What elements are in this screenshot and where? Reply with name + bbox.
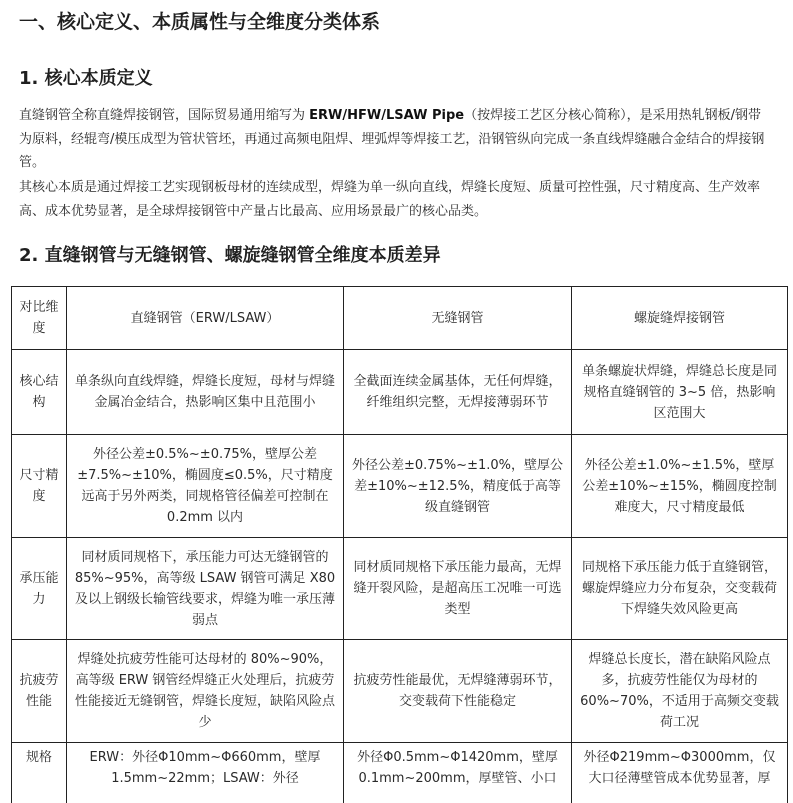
- cell-straight-seam: 单条纵向直线焊缝，焊缝长度短，母材与焊缝金属冶金结合，热影响区集中且范围小: [67, 350, 344, 435]
- row-dimension: 抗疲劳性能: [12, 640, 67, 743]
- cell-spiral-seam: 焊缝总长度长，潜在缺陷风险点多，抗疲劳性能仅为母材的 60%~70%，不适用于高频交变载荷工况: [572, 640, 788, 743]
- cell-seamless: 全截面连续金属基体，无任何焊缝，纤维组织完整，无焊接薄弱环节: [344, 350, 572, 435]
- definition-paragraph: [19, 104, 771, 175]
- cell-straight-seam: 焊缝处抗疲劳性能可达母材的 80%~90%，高等级 ERW 钢管经焊缝正火处理后，抗疲劳性能接近无缝钢管，焊缝长度短，缺陷风险点少: [67, 640, 344, 743]
- cell-spiral-seam: 外径公差±1.0%~±1.5%，壁厚公差±10%~±15%，椭圆度控制难度大，尺寸精度最低: [572, 435, 788, 538]
- row-dimension: 承压能力: [12, 538, 67, 640]
- cell-straight-seam: 同材质同规格下，承压能力可达无缝钢管的 85%~95%，高等级 LSAW 钢管可满足 X80 及以上钢级长输管线要求，焊缝为唯一承压薄弱点: [67, 538, 344, 640]
- table-row: [12, 435, 788, 538]
- cell-spiral-seam: 单条螺旋状焊缝，焊缝总长度是同规格直缝钢管的 3~5 倍，热影响区范围大: [572, 350, 788, 435]
- header-dimension: 对比维度: [12, 287, 67, 350]
- cell-spiral-seam: 同规格下承压能力低于直缝钢管，螺旋焊缝应力分布复杂，交变载荷下焊缝失效风险更高: [572, 538, 788, 640]
- heading-comparison: 2. 直缝钢管与无缝钢管、螺旋缝钢管全维度本质差异: [19, 245, 441, 266]
- row-dimension: 尺寸精度: [12, 435, 67, 538]
- cell-seamless: 外径Φ0.5mm~Φ1420mm，壁厚 0.1mm~200mm，厚壁管、小口: [344, 743, 572, 803]
- definition-text-post: （按焊接工艺区分核心简称），是采用热轧钢板/钢带为原料，经辊弯/模压成型为管状管坯，再通过高频电阻焊、埋弧焊等焊接工艺，沿钢管纵向完成一条直线焊缝融合金结合的焊接钢管。: [19, 108, 765, 170]
- table-header-row: [12, 287, 788, 350]
- definition-text-pre: 直缝钢管全称直缝焊接钢管，国际贸易通用缩写为: [19, 108, 310, 123]
- cell-straight-seam: ERW：外径Φ10mm~Φ660mm，壁厚 1.5mm~22mm；LSAW：外径: [67, 743, 344, 803]
- cell-straight-seam: 外径公差±0.5%~±0.75%，壁厚公差±7.5%~±10%，椭圆度≤0.5%，尺寸精度远高于另外两类，同规格管径偏差可控制在 0.2mm 以内: [67, 435, 344, 538]
- cell-seamless: 抗疲劳性能最优，无焊缝薄弱环节，交变载荷下性能稳定: [344, 640, 572, 743]
- table-row: [12, 350, 788, 435]
- definition-abbreviation: ERW/HFW/LSAW Pipe: [309, 108, 465, 123]
- cell-seamless: 外径公差±0.75%~±1.0%，壁厚公差±10%~±12.5%，精度低于高等级直缝钢管: [344, 435, 572, 538]
- row-dimension: 规格: [12, 743, 67, 803]
- table-row: [12, 640, 788, 743]
- header-spiral-seam: 螺旋缝焊接钢管: [572, 287, 788, 350]
- cell-seamless: 同材质同规格下承压能力最高，无焊缝开裂风险，是超高压工况唯一可选类型: [344, 538, 572, 640]
- header-seamless: 无缝钢管: [344, 287, 572, 350]
- section-title: 一、核心定义、本质属性与全维度分类体系: [19, 11, 381, 33]
- table-row: [12, 538, 788, 640]
- table-row: [12, 743, 788, 803]
- heading-core-definition: 1. 核心本质定义: [19, 68, 153, 89]
- comparison-table: [11, 286, 788, 803]
- cell-spiral-seam: 外径Φ219mm~Φ3000mm，仅大口径薄壁管成本优势显著，厚: [572, 743, 788, 803]
- row-dimension: 核心结构: [12, 350, 67, 435]
- essence-paragraph: 其核心本质是通过焊接工艺实现钢板母材的连续成型，焊缝为单一纵向直线，焊缝长度短、质量可控性强，尺寸精度高、生产效率高、成本优势显著，是全球焊接钢管中产量占比最高、应用场景最广的核心品类。: [19, 180, 761, 219]
- header-straight-seam: 直缝钢管（ERW/LSAW）: [67, 287, 344, 350]
